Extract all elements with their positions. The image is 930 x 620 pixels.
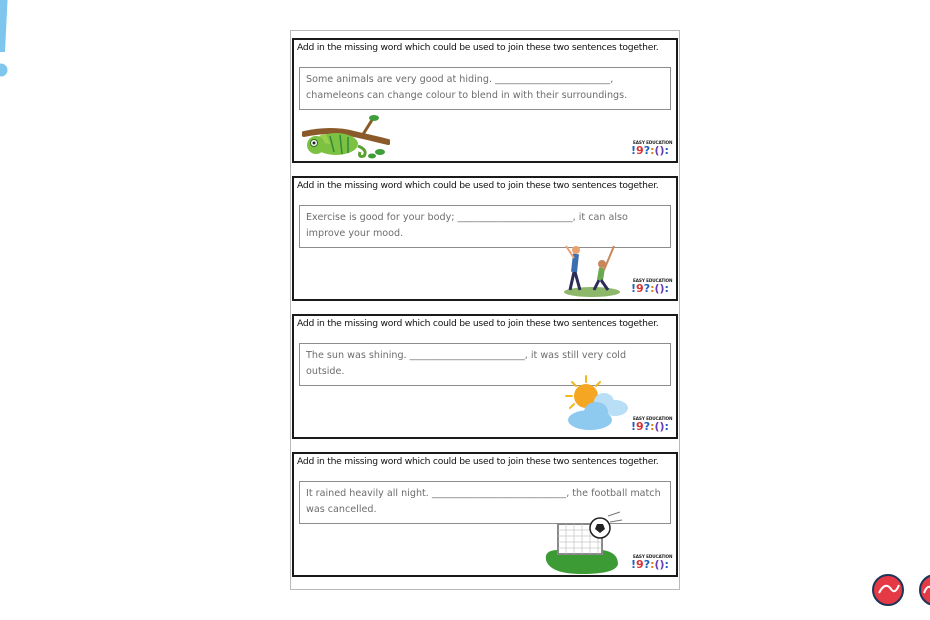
- exercising-people-icon: [562, 242, 622, 298]
- sun-cloud-icon: [560, 374, 630, 436]
- question-card-4: [292, 452, 678, 577]
- sentence-box: It rained heavily all night. ____________________________, the football match was cancelled.: [299, 481, 671, 524]
- card-instruction: Add in the missing word which could be used to join these two sentences together.: [297, 42, 659, 53]
- scribble-badge-icon: [871, 573, 905, 607]
- easy-education-logo: EASY EDUCATION !9?:():: [631, 278, 673, 295]
- scribble-badge-icon: [918, 573, 930, 607]
- exclamation-mark-icon: [0, 0, 8, 86]
- easy-education-logo: EASY EDUCATION !9?:():: [631, 140, 673, 157]
- question-card-1: [292, 38, 678, 163]
- question-card-3: [292, 314, 678, 439]
- sentence-box: Some animals are very good at hiding. ________________________, chameleons can change colour to blend in with their surroundings.: [299, 67, 671, 110]
- question-card-2: [292, 176, 678, 301]
- card-instruction: Add in the missing word which could be used to join these two sentences together.: [297, 180, 659, 191]
- card-instruction: Add in the missing word which could be used to join these two sentences together.: [297, 456, 659, 467]
- easy-education-logo: EASY EDUCATION !9?:():: [631, 416, 673, 433]
- chameleon-icon: [302, 112, 390, 160]
- sentence-box: The sun was shining. ________________________, it was still very cold outside.: [299, 343, 671, 386]
- football-goal-icon: [542, 510, 624, 576]
- worksheet-page: [290, 30, 680, 590]
- easy-education-logo: EASY EDUCATION !9?:():: [631, 554, 673, 571]
- card-instruction: Add in the missing word which could be used to join these two sentences together.: [297, 318, 659, 329]
- sentence-box: Exercise is good for your body; ________________________, it can also improve your mood.: [299, 205, 671, 248]
